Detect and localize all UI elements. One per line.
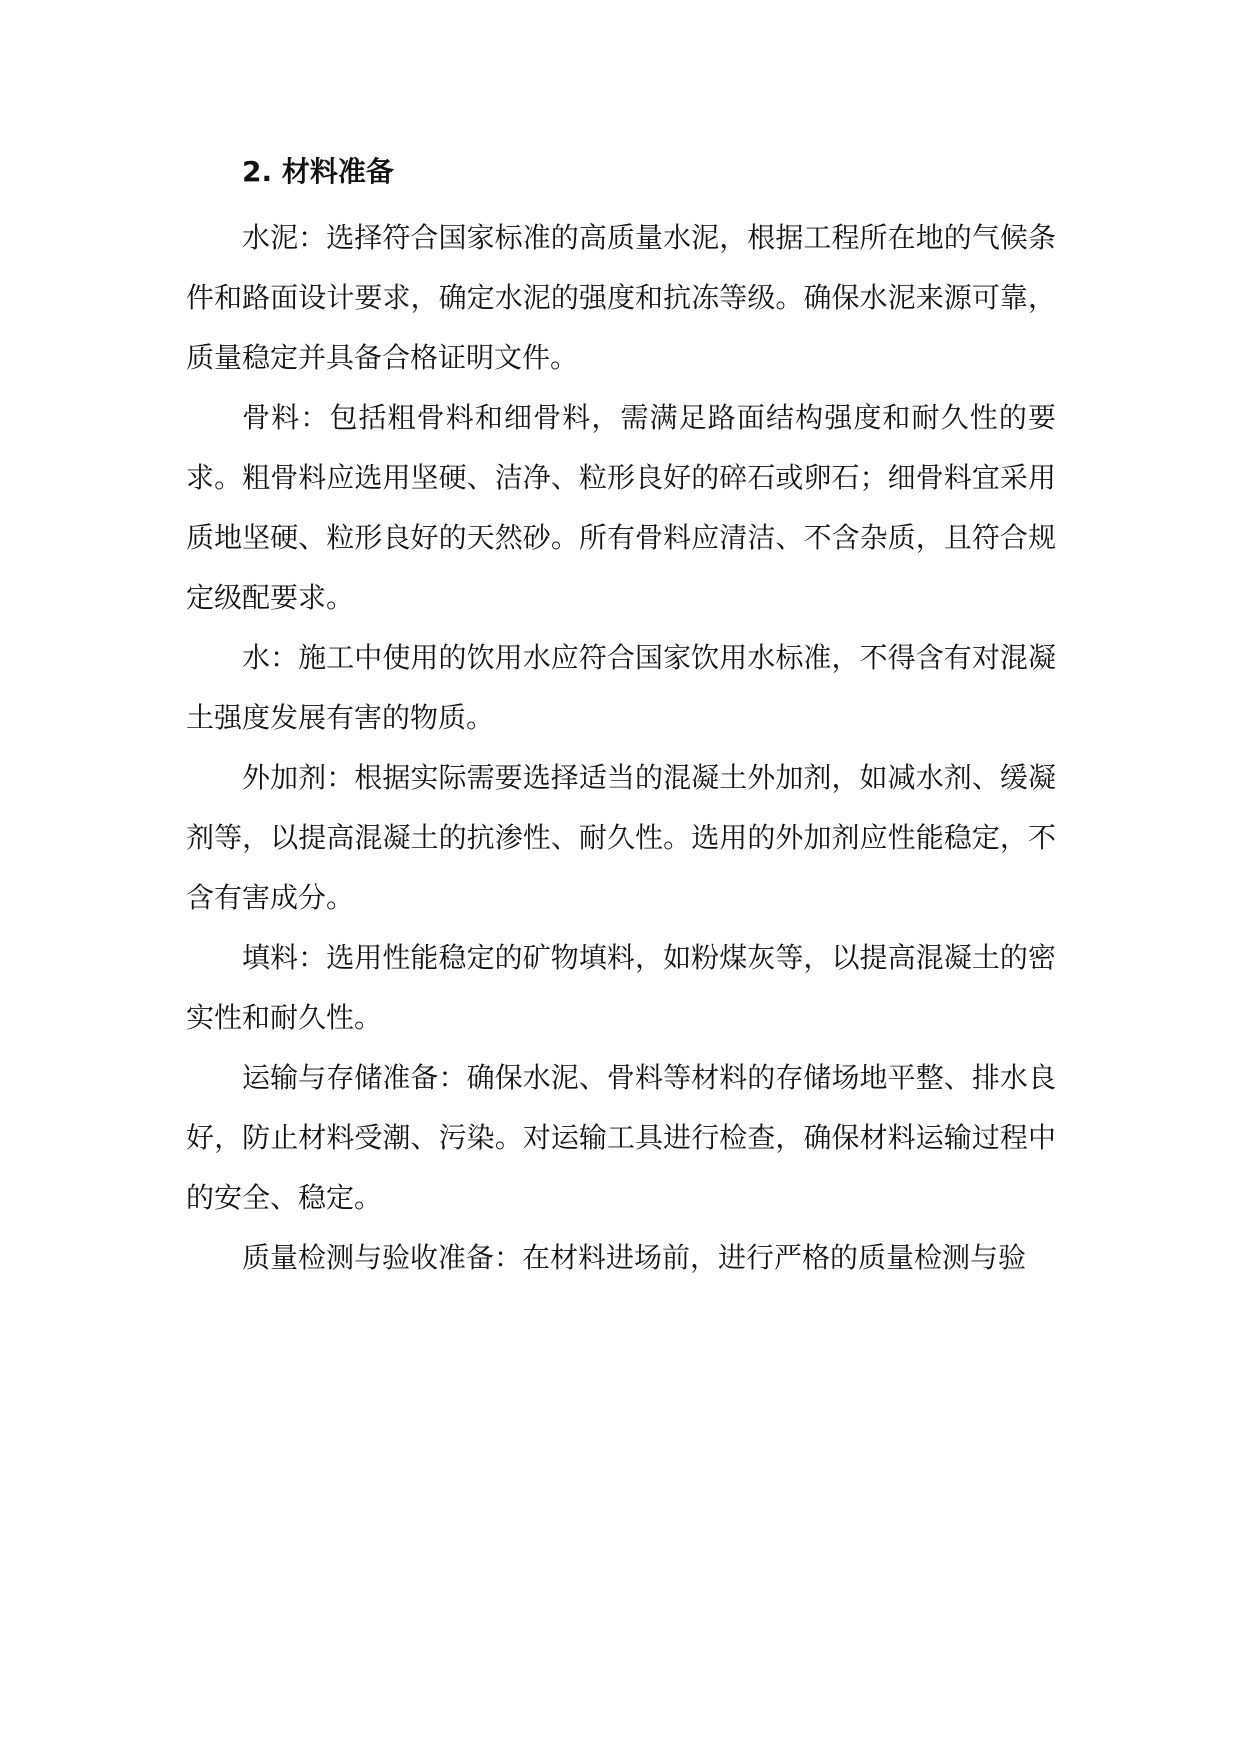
- paragraph-water: 水：施工中使用的饮用水应符合国家饮用水标准，不得含有对混凝土强度发展有害的物质。: [186, 641, 1056, 734]
- paragraph-quality-inspection: 质量检测与验收准备：在材料进场前，进行严格的质量检测与验: [242, 1241, 1027, 1274]
- paragraph-cement: 水泥：选择符合国家标准的高质量水泥，根据工程所在地的气候条件和路面设计要求，确定水泥的强度和抗冻等级。确保水泥来源可靠，质量稳定并具备合格证明文件。: [186, 221, 1056, 374]
- paragraph-transport-storage: 运输与存储准备：确保水泥、骨料等材料的存储场地平整、排水良好，防止材料受潮、污染。对运输工具进行检查，确保材料运输过程中的安全、稳定。: [186, 1061, 1056, 1214]
- document-body: [186, 142, 1056, 1288]
- paragraph-filler: 填料：选用性能稳定的矿物填料，如粉煤灰等，以提高混凝土的密实性和耐久性。: [186, 941, 1056, 1034]
- section-heading: 2. 材料准备: [242, 155, 394, 188]
- paragraph-aggregate: 骨料：包括粗骨料和细骨料，需满足路面结构强度和耐久性的要求。粗骨料应选用坚硬、洁净、粒形良好的碎石或卵石；细骨料宜采用质地坚硬、粒形良好的天然砂。所有骨料应清洁、不含杂质，且符合规定级配要求。: [186, 401, 1056, 614]
- paragraph-admixture: 外加剂：根据实际需要选择适当的混凝土外加剂，如减水剂、缓凝剂等，以提高混凝土的抗渗性、耐久性。选用的外加剂应性能稳定，不含有害成分。: [186, 761, 1056, 914]
